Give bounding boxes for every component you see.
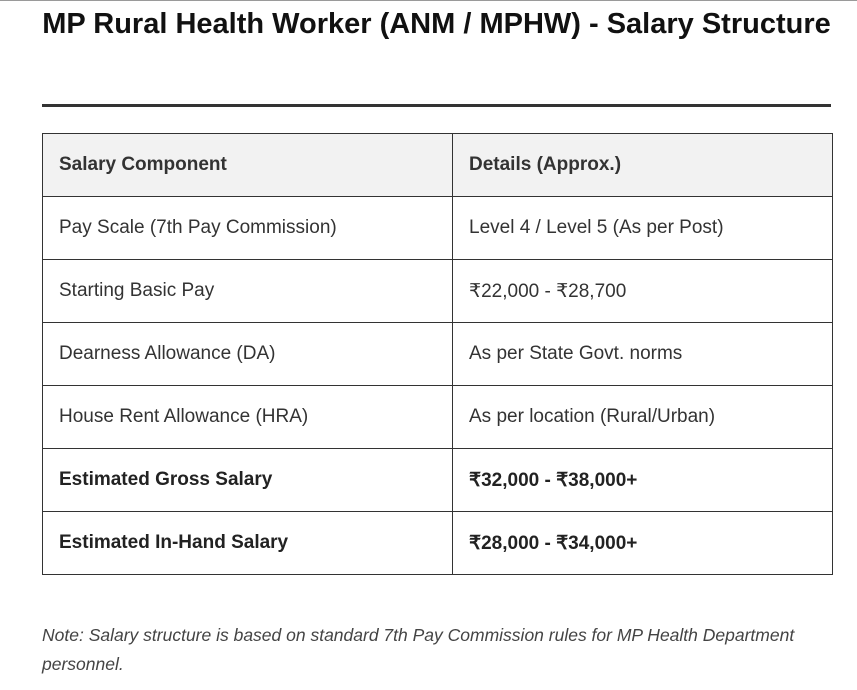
title-divider	[42, 104, 831, 107]
table-row	[43, 386, 833, 449]
row-details-cell: ₹32,000 - ₹38,000+	[453, 449, 833, 512]
table-row	[43, 323, 833, 386]
table-row	[43, 260, 833, 323]
row-details-cell: Level 4 / Level 5 (As per Post)	[453, 197, 833, 260]
row-details-cell: ₹28,000 - ₹34,000+	[453, 512, 833, 575]
table-row	[43, 512, 833, 575]
row-component-cell: Starting Basic Pay	[43, 260, 453, 323]
header-salary-component: Salary Component	[43, 134, 453, 197]
table-header-row	[43, 134, 833, 197]
row-details-cell: ₹22,000 - ₹28,700	[453, 260, 833, 323]
page-title: MP Rural Health Worker (ANM / MPHW) - Salary Structure	[42, 8, 831, 40]
row-component-cell: Estimated Gross Salary	[43, 449, 453, 512]
row-component-cell: Dearness Allowance (DA)	[43, 323, 453, 386]
table-row	[43, 449, 833, 512]
row-component-cell: Pay Scale (7th Pay Commission)	[43, 197, 453, 260]
row-details-cell: As per State Govt. norms	[453, 323, 833, 386]
row-component-cell: Estimated In-Hand Salary	[43, 512, 453, 575]
row-component-cell: House Rent Allowance (HRA)	[43, 386, 453, 449]
salary-table	[42, 133, 833, 575]
footnote: Note: Salary structure is based on standard 7th Pay Commission rules for MP Health Department personnel.	[42, 625, 795, 674]
row-details-cell: As per location (Rural/Urban)	[453, 386, 833, 449]
table-row	[43, 197, 833, 260]
header-details: Details (Approx.)	[453, 134, 833, 197]
